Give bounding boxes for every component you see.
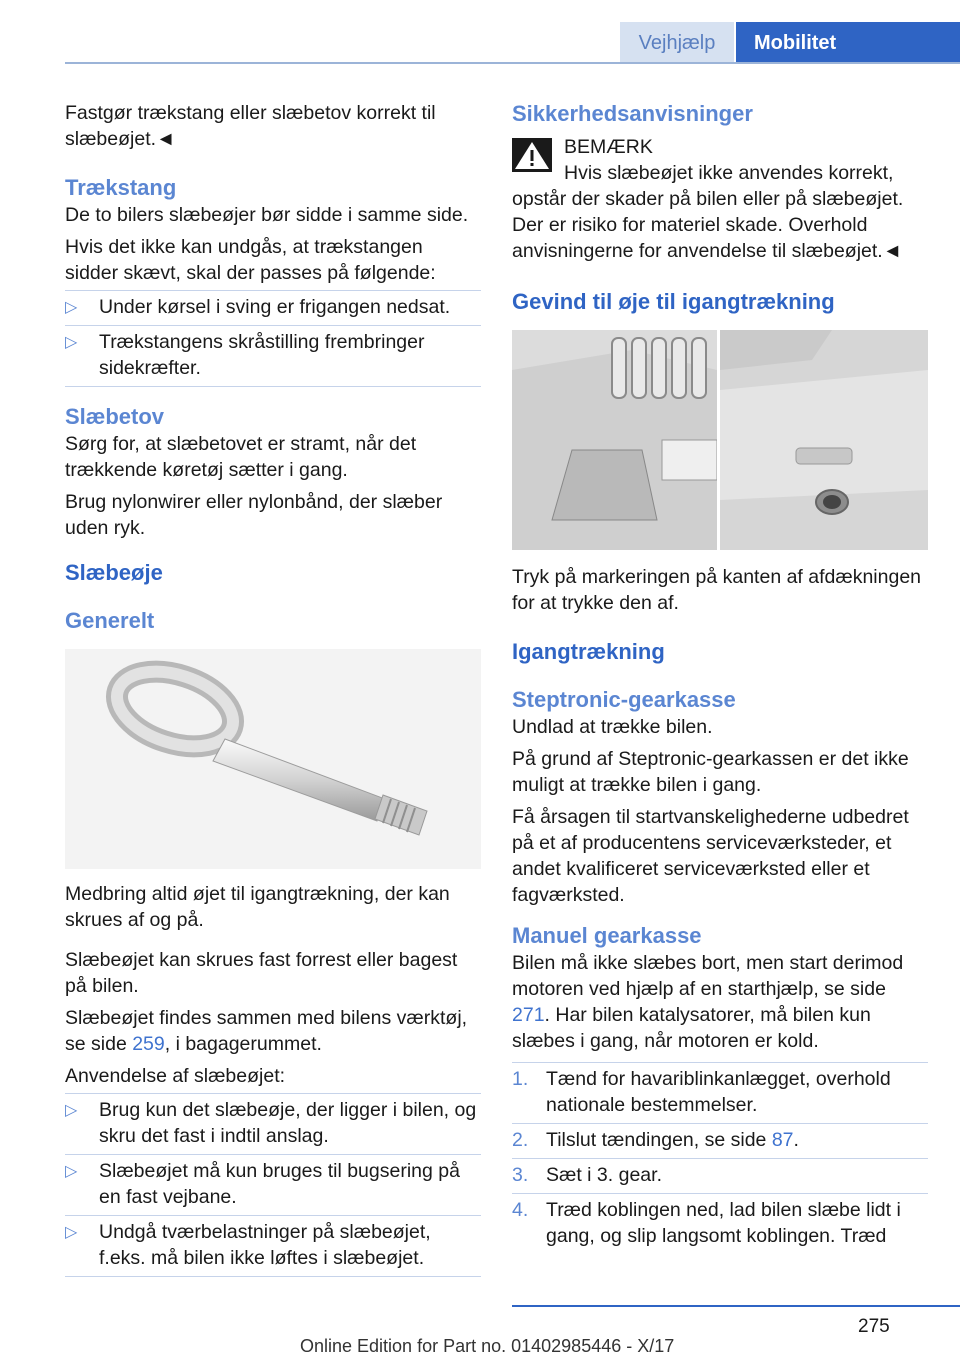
- gevind-p1: Tryk på markeringen på kanten af afdækningen for at trykke den af.: [512, 566, 922, 614]
- page-link-271[interactable]: 271: [512, 1004, 545, 1026]
- footer-rule: [512, 1305, 960, 1307]
- list-item: [65, 325, 481, 387]
- manuel-p1: [512, 950, 928, 1054]
- page-number: 275: [858, 1316, 890, 1337]
- tow-eye-drawing: [65, 649, 481, 869]
- step-text: Tænd for havariblinkanlægget, overhold nationale bestemmelser.: [546, 1068, 891, 1116]
- header-rule: [65, 62, 960, 64]
- list-item-text: Trækstangens skråstilling frembringer sidekræfter.: [99, 331, 425, 379]
- generelt-p4: Anvendelse af slæbeøjet:: [65, 1065, 286, 1087]
- list-item-text: Undgå tværbelastninger på slæbeøjet, f.eks. må bilen ikke løftes i slæbeøjet.: [99, 1221, 431, 1269]
- left-column: [65, 100, 481, 1277]
- list-item-text: Under kørsel i sving er frigangen nedsat.: [99, 296, 451, 318]
- page-link-87[interactable]: 87: [771, 1129, 794, 1151]
- triangle-bullet-icon: ▷: [65, 334, 78, 351]
- note-text: [512, 160, 928, 264]
- generelt-p3-rest: , i bagagerummet.: [164, 1033, 322, 1055]
- sikkerhed-heading: Sikkerhedsanvisninger: [512, 101, 753, 126]
- step-number: 4.: [512, 1199, 529, 1221]
- slaebetov-p2: Brug nylonwirer eller nylonbånd, der slæber uden ryk.: [65, 491, 443, 539]
- generelt-p3-text: Slæbeøjet findes sammen med bilens værktøj, se side: [65, 1007, 468, 1055]
- igang-heading: Igangtrækning: [512, 639, 665, 664]
- list-item: [512, 1193, 928, 1254]
- generelt-p2: Slæbeøjet kan skrues fast forrest eller bagest på bilen.: [65, 949, 458, 997]
- step-text: Træd koblingen ned, lad bilen slæbe lidt i gang, og slip langsomt koblingen. Træd: [546, 1199, 901, 1247]
- slaebeoje-heading: Slæbeøje: [65, 560, 163, 585]
- list-item-text: Brug kun det slæbeøje, der ligger i bilen, og skru det fast i indtil anslag.: [99, 1099, 477, 1147]
- tab-mobilitet[interactable]: [736, 22, 960, 62]
- generelt-p1: Medbring altid øjet til igangtrækning, der kan skrues af og på.: [65, 883, 450, 931]
- tab-vejhjaelp-label: Vejhjælp: [638, 32, 716, 54]
- triangle-bullet-icon: ▷: [65, 1163, 78, 1180]
- traekstang-heading: Trækstang: [65, 175, 177, 200]
- steptronic-p1: Undlad at trække bilen.: [512, 716, 713, 738]
- generelt-heading: Generelt: [65, 608, 155, 633]
- edition-text: Online Edition for Part no. 01402985446 - X/17: [300, 1336, 675, 1356]
- step-number: 3.: [512, 1164, 529, 1186]
- warning-triangle-icon: [512, 138, 552, 172]
- list-item: [512, 1062, 928, 1123]
- steptronic-heading: Steptronic-gearkasse: [512, 687, 736, 712]
- steps-list: [512, 1062, 928, 1254]
- manuel-p1-text: Bilen må ikke slæbes bort, men start derimod motoren ved hjælp af en starthjælp, se side: [512, 952, 904, 1000]
- triangle-bullet-icon: ▷: [65, 1102, 78, 1119]
- bumper-image: [512, 330, 928, 550]
- tab-mobilitet-label: Mobilitet: [754, 32, 837, 54]
- generelt-p3: [65, 1005, 481, 1057]
- note-title: BEMÆRK: [564, 136, 653, 158]
- triangle-bullet-icon: ▷: [65, 1224, 78, 1241]
- usage-list: [65, 1093, 481, 1277]
- step-text-end: .: [793, 1129, 799, 1151]
- list-item: [65, 1215, 481, 1277]
- steptronic-p3: Få årsagen til startvanskelighederne udbedret på et af producentens serviceværksteder, et andet kvalificeret serviceværksted eller et fagværksted.: [512, 806, 909, 906]
- bumper-drawing: [512, 330, 928, 550]
- step-number: 1.: [512, 1068, 529, 1090]
- step-text: Sæt i 3. gear.: [546, 1164, 662, 1186]
- step-number: 2.: [512, 1129, 529, 1151]
- list-item-text: Slæbeøjet må kun bruges til bugsering på en fast vejbane.: [99, 1160, 460, 1208]
- manuel-p1-rest: . Har bilen katalysatorer, må bilen kun slæbes i gang, når motoren er kold.: [512, 1004, 871, 1052]
- manuel-heading: Manuel gearkasse: [512, 923, 702, 948]
- traekstang-list: [65, 290, 481, 387]
- tab-vejhjaelp[interactable]: [620, 22, 734, 62]
- page-link-259[interactable]: 259: [132, 1033, 165, 1055]
- list-item: [65, 290, 481, 325]
- note-text-content: Hvis slæbeøjet ikke anvendes korrekt, opstår der skader på bilen eller på slæbeøjet. Der er risiko for materiel skade. Overhold anvisningerne for anvendelse til slæbeøjet.◄: [512, 162, 904, 262]
- traekstang-p2: Hvis det ikke kan undgås, at trækstangen sidder skævt, skal der passes på følgende:: [65, 236, 436, 284]
- traekstang-p1: De to bilers slæbeøjer bør sidde i samme side.: [65, 204, 469, 226]
- warning-note: [512, 134, 928, 264]
- list-item: [65, 1093, 481, 1154]
- tow-eye-image: [65, 649, 481, 869]
- list-item: [65, 1154, 481, 1215]
- steptronic-p2: På grund af Steptronic-gearkassen er det ikke muligt at trække bilen i gang.: [512, 748, 909, 796]
- list-item: [512, 1158, 928, 1193]
- gevind-heading: Gevind til øje til igangtrækning: [512, 289, 835, 314]
- triangle-bullet-icon: ▷: [65, 299, 78, 316]
- slaebetov-heading: Slæbetov: [65, 404, 165, 429]
- step-text: Tilslut tændingen, se side: [546, 1129, 772, 1151]
- slaebetov-p1: Sørg for, at slæbetovet er stramt, når det trækkende køretøj sætter i gang.: [65, 433, 417, 481]
- right-column: [512, 100, 928, 1254]
- list-item: [512, 1123, 928, 1158]
- intro-text: Fastgør trækstang eller slæbetov korrekt til slæbeøjet.◄: [65, 102, 436, 150]
